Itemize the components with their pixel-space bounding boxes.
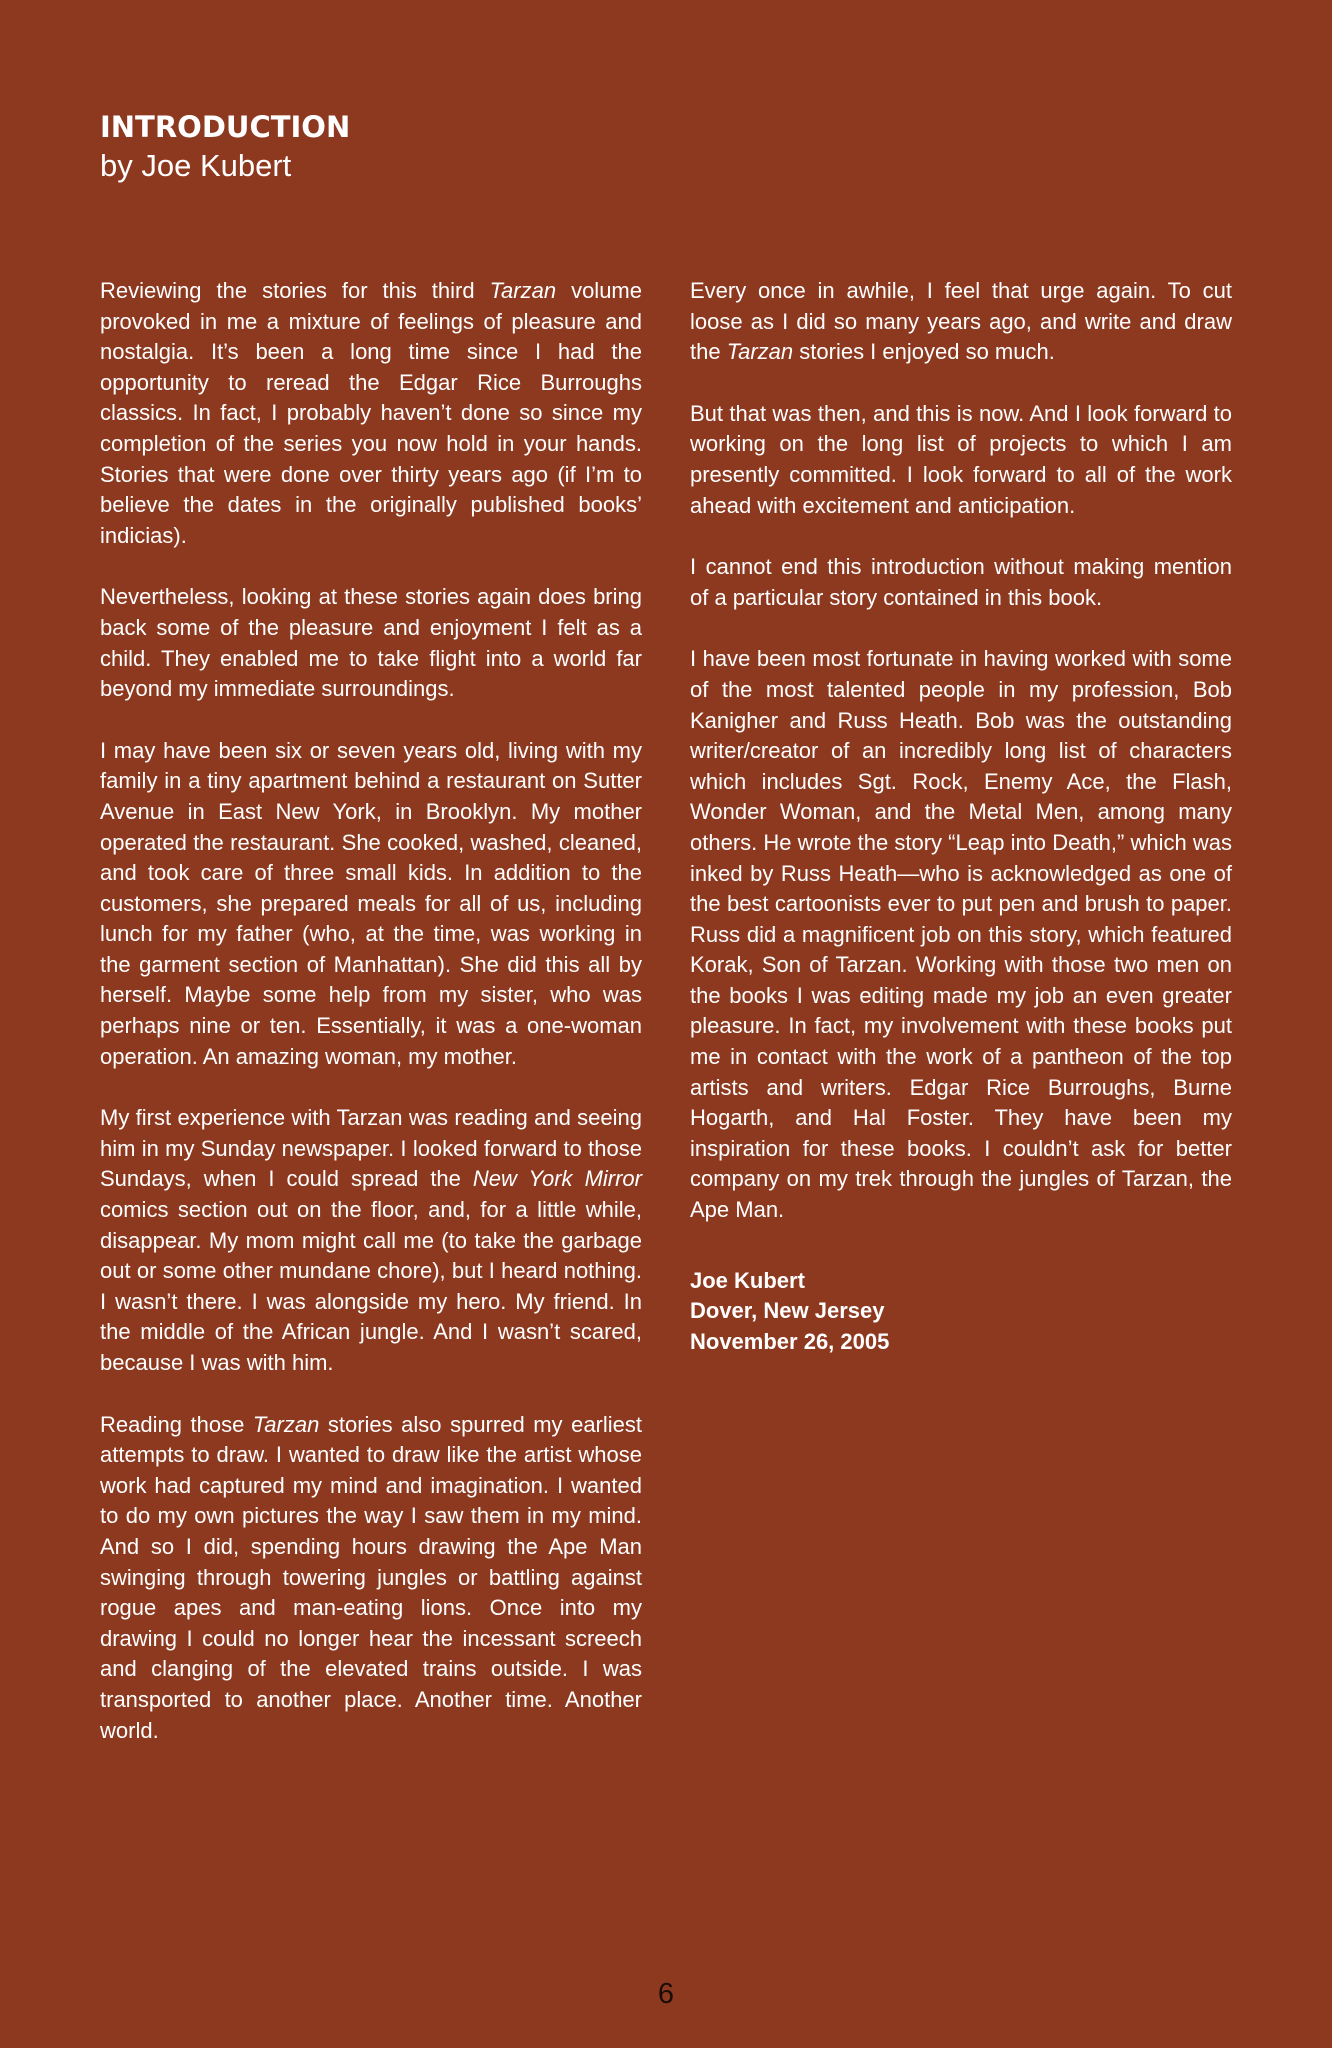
paragraph: I have been most fortunate in having worked with some of the most talented people in my profession, Bob Kanigher and Russ Heath. Bob was the outstanding writer/creator of an incredibly long list of characters which includes Sgt. Rock, Enemy Ace, the Flash, Wonder Woman, and the Metal Men, among many others. He wrote the story “Leap into Death,” which was inked by Russ Heath—who is acknowledged as one of the best cartoonists ever to put pen and brush to paper. Russ did a magnificent job on this story, which featured Korak, Son of Tarzan. Working with those two men on the books I was editing made my job an even greater pleasure. In fact, my involvement with these books put me in contact with the work of a pantheon of the top artists and writers. Edgar Rice Burroughs, Burne Hogarth, and Hal Foster. They have been my inspiration for these books. I couldn’t ask for better company on my trek through the jungles of Tarzan, the Ape Man. — [690, 646, 1232, 1223]
paragraph: But that was then, and this is now. And I look forward to working on the long list of projects to which I am presently committed. I look forward to all of the work ahead with excitement and anticipation. — [690, 400, 1232, 518]
paragraph: I may have been six or seven years old, living with my family in a tiny apartment behind a restaurant on Sutter Avenue in East New York, in Brooklyn. My mother operated the restaurant. She cooked, washed, cleaned, and took care of three small kids. In addition to the customers, she prepared meals for all of us, including lunch for my father (who, at the time, was working in the garment section of Manhattan). She did this all by herself. Maybe some help from my sister, who was perhaps nine or ten. Essentially, it was a one-woman operation. An amazing woman, my mother. — [100, 737, 642, 1069]
left-column — [100, 276, 642, 1777]
paragraph: Reading those Tarzan stories also spurred my earliest attempts to draw. I wanted to draw like the artist whose work had captured my mind and imagination. I wanted to do my own pictures the way I saw them in my mind. And so I did, spending hours drawing the Ape Man swinging through towering jungles or battling against rogue apes and man-eating lions. Once into my drawing I could no longer hear the incessant screech and clanging of the elevated trains outside. I was transported to another place. Another time. Another world. — [100, 1411, 643, 1743]
italic-title: Tarzan — [489, 278, 557, 303]
italic-title: New York Mirror — [472, 1166, 642, 1192]
signature-name: Joe Kubert — [690, 1267, 805, 1293]
signature-block — [690, 1266, 1232, 1358]
page-number: 6 — [657, 1978, 675, 2010]
signature-location: Dover, New Jersey — [690, 1298, 885, 1324]
paragraph: My first experience with Tarzan was reading and seeing him in my Sunday newspaper. I looked forward to those Sundays, when I could spread the New York Mirror comics section out on the floor, and, for a little while, disappear. My mom might call me (to take the garbage out or some other mundane chore), but I heard nothing. I wasn’t there. I was alongside my hero. My friend. In the middle of the African jungle. And I wasn’t scared, because I was with him. — [100, 1105, 642, 1375]
paragraph: Reviewing the stories for this third Tarzan volume provoked in me a mixture of feelings of pleasure and nostalgia. It’s been a long time since I had the opportunity to reread the Edgar Rice Burroughs classics. In fact, I probably haven’t done so since my completion of the series you now hold in your hands. Stories that were done over thirty years ago (if I’m to believe the dates in the originally published books’ indicias). — [100, 278, 642, 548]
paragraph: Nevertheless, looking at these stories again does bring back some of the pleasure and enjoyment I felt as a child. They enabled me to take flight into a world far beyond my immediate surroundings. — [100, 584, 642, 702]
paragraph: Every once in awhile, I feel that urge again. To cut loose as I did so many years ago, and write and draw the Tarzan stories I enjoyed so much. — [690, 278, 1232, 365]
page-title: INTRODUCTION — [100, 110, 351, 144]
paragraph: I cannot end this introduction without making mention of a particular story contained in this book. — [690, 554, 1232, 610]
signature-date: November 26, 2005 — [690, 1328, 890, 1354]
right-column — [690, 276, 1232, 1357]
italic-title: Tarzan — [726, 339, 794, 365]
author-byline: by Joe Kubert — [100, 148, 292, 183]
page-header — [100, 108, 350, 186]
italic-title: Tarzan — [252, 1411, 320, 1437]
